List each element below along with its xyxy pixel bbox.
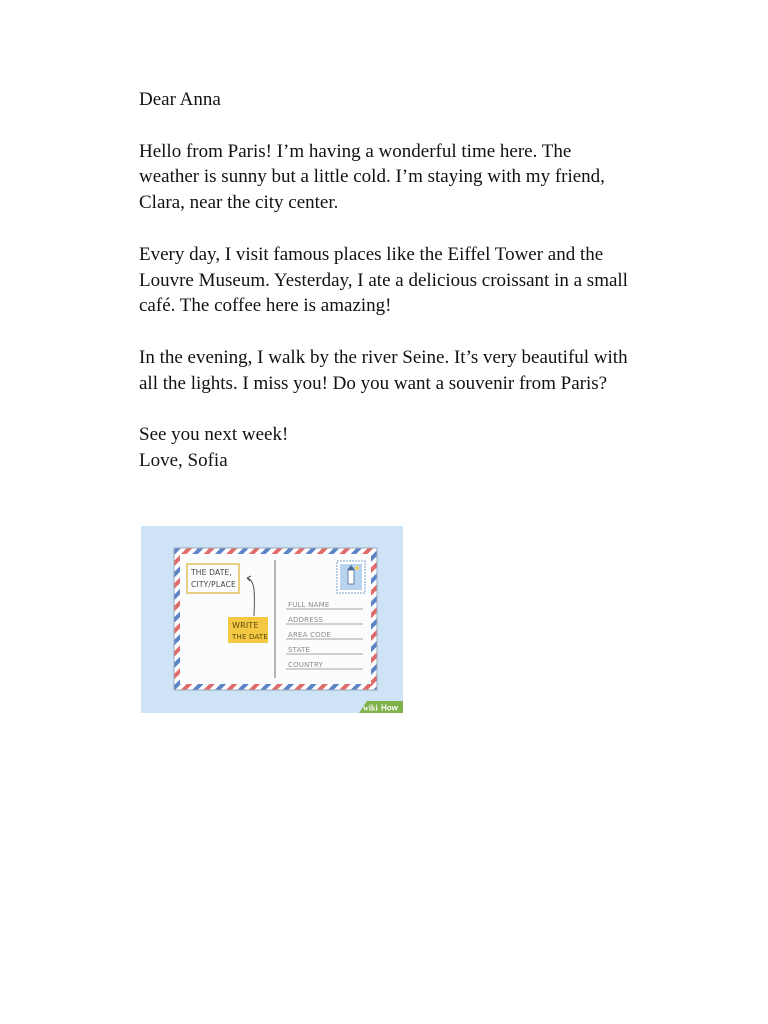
address-label-state: STATE bbox=[288, 646, 311, 654]
greeting bbox=[139, 87, 699, 113]
address-label-country: COUNTRY bbox=[288, 661, 324, 669]
closing-block bbox=[139, 422, 699, 474]
paragraph-line: Hello from Paris! I’m having a wonderful time here. The bbox=[139, 140, 572, 162]
wikihow-watermark bbox=[359, 701, 403, 713]
postcard-illustration bbox=[141, 526, 403, 713]
address-label-area-code: AREA CODE bbox=[288, 631, 332, 639]
date-box-line-2: CITY/PLACE bbox=[191, 580, 236, 589]
stamp-icon bbox=[337, 561, 365, 593]
closing-text: See you next week! bbox=[139, 424, 289, 446]
paragraph-line: Louvre Museum. Yesterday, I ate a delicious croissant in a small bbox=[139, 269, 628, 291]
greeting-text: Dear Anna bbox=[139, 89, 221, 110]
paragraph-line: In the evening, I walk by the river Seine. It’s very beautiful with bbox=[139, 346, 628, 368]
note-line-1: WRITE bbox=[232, 621, 259, 630]
paragraph-line: weather is sunny but a little cold. I’m staying with my friend, bbox=[139, 166, 605, 188]
paragraph-line: Clara, near the city center. bbox=[139, 192, 339, 214]
paragraph-line: all the lights. I miss you! Do you want a souvenir from Paris? bbox=[139, 372, 608, 394]
watermark-wiki: wiki bbox=[363, 703, 378, 713]
address-label-address: ADDRESS bbox=[288, 616, 324, 624]
paragraph-line: café. The coffee here is amazing! bbox=[139, 295, 392, 317]
note-line-2: THE DATE bbox=[232, 633, 268, 641]
address-label-full-name: FULL NAME bbox=[288, 601, 330, 609]
paragraph-3 bbox=[139, 345, 699, 397]
paragraph-1 bbox=[139, 139, 699, 216]
signature-text: Love, Sofia bbox=[139, 450, 228, 472]
letter-body bbox=[139, 87, 699, 474]
paragraph-2 bbox=[139, 242, 699, 319]
postcard-svg bbox=[141, 526, 403, 713]
watermark-how: How bbox=[381, 703, 398, 713]
date-box-line-1: THE DATE, bbox=[191, 568, 233, 577]
paragraph-line: Every day, I visit famous places like the Eiffel Tower and the bbox=[139, 243, 604, 265]
